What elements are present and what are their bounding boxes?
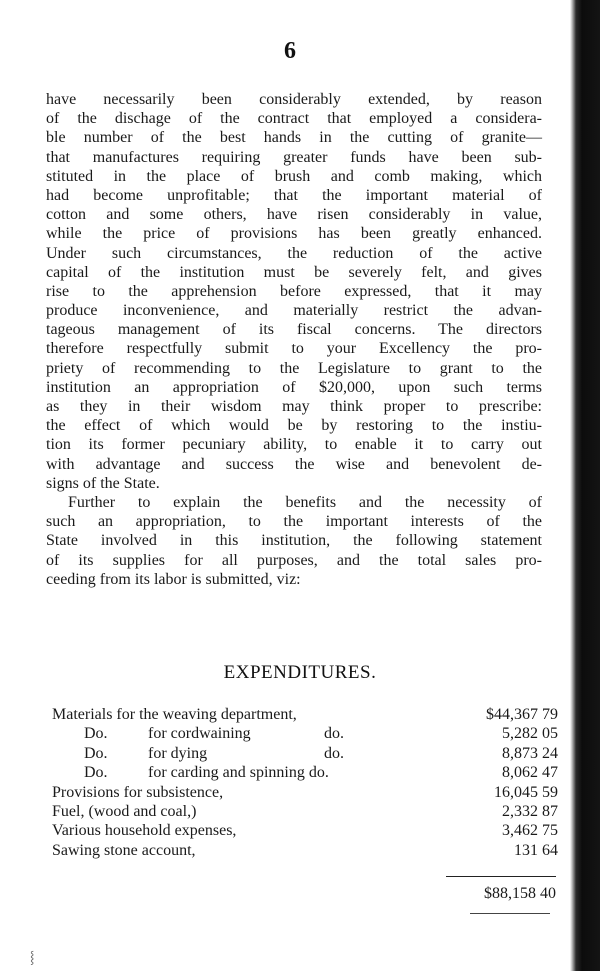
expense-amount: 131 64 (514, 841, 558, 859)
text-line: while the price of provisions has been greatly enhanced. (46, 225, 542, 243)
scan-speck: ⸾ (30, 950, 35, 964)
text-line: State involved in this institution, the following statement (46, 532, 542, 550)
text-line: ceeding from its labor is submitted, viz: (46, 570, 301, 588)
expense-amount: 2,332 87 (502, 803, 558, 821)
text-line: of its supplies for all purposes, and the total sales pro- (46, 551, 542, 569)
table-row (52, 802, 558, 821)
expense-label (52, 705, 464, 724)
expense-purpose: for carding and spinning do. (148, 764, 329, 782)
total-underline (470, 913, 550, 914)
text-line: rise to the apprehension before expressed, that it may (46, 282, 542, 300)
text-line: that manufactures requiring greater funds have been sub- (46, 148, 542, 166)
expense-amount: 8,062 47 (502, 764, 558, 782)
expense-label (52, 763, 464, 782)
expense-purpose: for cordwaining (148, 725, 251, 743)
expense-amount: 3,462 75 (502, 822, 558, 840)
page-number: 6 (284, 38, 296, 64)
expenditures-total: $88,158 40 (446, 876, 556, 903)
text-line: as they in their wisdom may think proper to prescribe: (46, 398, 542, 415)
expenditures-table (52, 705, 558, 860)
expense-label (52, 802, 464, 821)
table-row (52, 724, 558, 743)
text-line: produce inconvenience, and materially restrict the advan- (46, 302, 542, 320)
text-line: of the dischage of the contract that employed a considera- (46, 110, 542, 128)
ditto-suffix: do. (324, 725, 344, 743)
text-line: stituted in the place of brush and comb making, which (46, 167, 542, 185)
expense-purpose: for dying (148, 744, 208, 762)
text-line: Under such circumstances, the reduction of the active (46, 244, 542, 262)
table-row (52, 841, 558, 860)
expense-purpose: Provisions for subsistence, (52, 783, 224, 801)
expense-purpose: Various household expenses, (52, 822, 237, 840)
text-line: such an appropriation, to the important interests of the (46, 513, 542, 531)
expense-amount: $44,367 79 (486, 706, 558, 723)
expense-purpose: Materials for the weaving department, (52, 706, 297, 723)
expense-purpose: Fuel, (wood and coal,) (52, 803, 197, 821)
text-line: therefore respectfully submit to your Excellency the pro- (46, 340, 542, 358)
table-row (52, 705, 558, 724)
table-row (52, 763, 558, 782)
text-line: had become unprofitable; that the important material of (46, 186, 542, 204)
text-line: have necessarily been considerably extended, by reason (46, 91, 542, 108)
text-line: cotton and some others, have risen considerably in value, (46, 206, 542, 224)
text-line: tion its former pecuniary ability, to enable it to carry out (46, 436, 542, 454)
body-paragraphs (46, 90, 542, 589)
text-line: tageous management of its fiscal concerns. The directors (46, 321, 542, 339)
table-row (52, 821, 558, 840)
text-line: the effect of which would be by restoring to the instiu- (46, 417, 542, 435)
text-line: institution an appropriation of $20,000, upon such terms (46, 378, 542, 396)
table-row (52, 783, 558, 802)
text-line: ble number of the best hands in the cutting of granite— (46, 129, 542, 147)
expense-label (52, 724, 464, 743)
ditto-mark: Do. (84, 744, 108, 762)
text-line: signs of the State. (46, 474, 160, 492)
ditto-mark: Do. (84, 764, 108, 782)
scan-page-edge (570, 0, 600, 971)
ditto-suffix: do. (324, 744, 344, 762)
expenditures-heading: EXPENDITURES. (223, 662, 377, 683)
table-row (52, 744, 558, 763)
expense-label (52, 744, 464, 763)
expense-label (52, 841, 464, 860)
expense-purpose: Sawing stone account, (52, 841, 196, 859)
text-line: with advantage and success the wise and benevolent de- (46, 455, 542, 473)
expense-amount: 8,873 24 (502, 744, 558, 762)
expense-label (52, 821, 464, 840)
text-line: capital of the institution must be severely felt, and gives (46, 263, 542, 281)
ditto-mark: Do. (84, 725, 108, 743)
expense-amount: 16,045 59 (494, 783, 558, 801)
expense-amount: 5,282 05 (502, 725, 558, 743)
expense-label (52, 783, 464, 802)
text-line: priety of recommending to the Legislature to grant to the (46, 359, 542, 377)
text-line: Further to explain the benefits and the necessity of (68, 493, 542, 511)
